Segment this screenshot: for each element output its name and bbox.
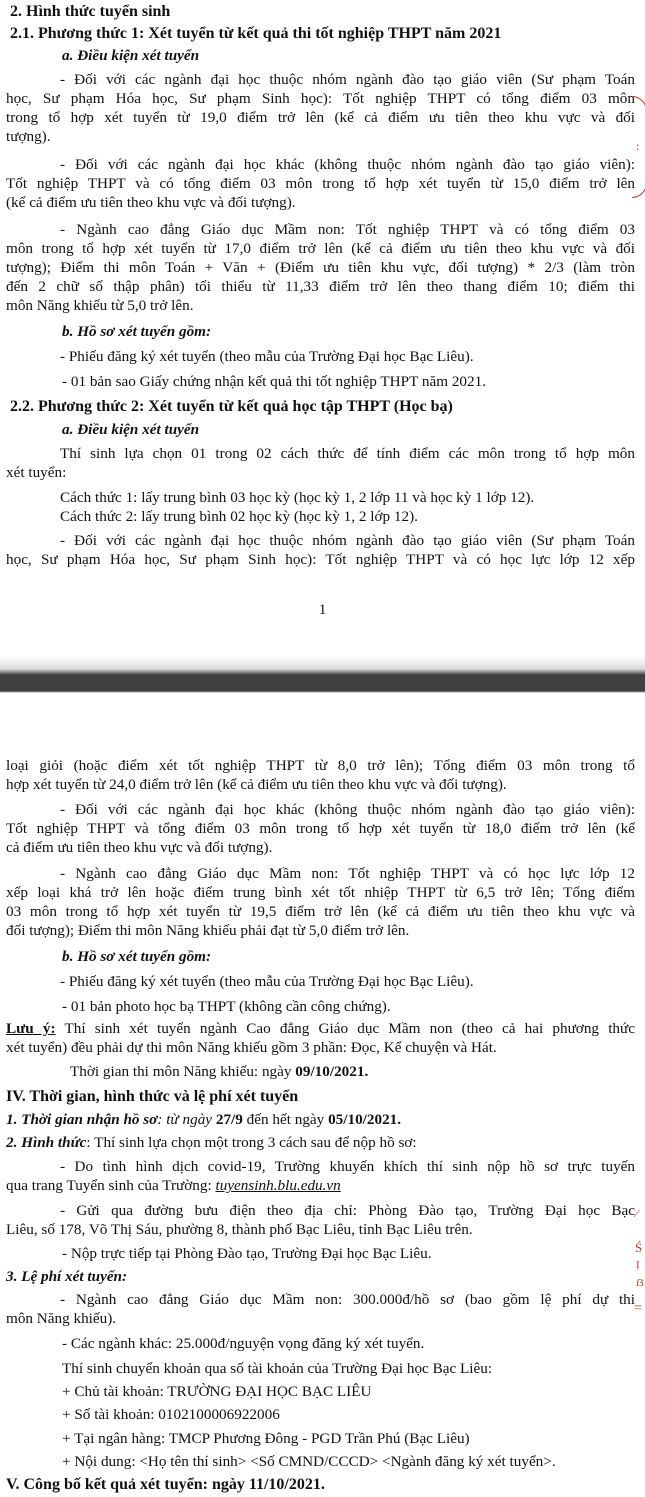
text-line: - Ngành cao đẳng Giáo dục Mầm non: 300.000đ/hồ sơ (bao gồm lệ phí dự thi [60, 1291, 635, 1308]
text-line: cả điểm ưu tiên theo khu vực và đối tượng). [6, 839, 273, 856]
text-line: Cách thức 1: lấy trung bình 03 học kỳ (học kỳ 1, 2 lớp 11 và học kỳ 1 lớp 12). [60, 489, 535, 506]
heading-ho-so-1: b. Hồ sơ xét tuyển gồm: [62, 323, 212, 340]
text-line: xét tuyển) đều phải dự thi môn Năng khiếu gồm 3 phần: Đọc, Kể chuyện và Hát. [6, 1039, 497, 1056]
receive-end-date: 05/10/2021. [328, 1111, 402, 1128]
text-line: đến 2 chữ số thập phân) tối thiểu từ 11,33 điểm trở lên theo thang điểm 10; điểm thi [6, 278, 635, 295]
text-line: Thí sinh chuyển khoản qua số tài khoản của Trường Đại học Bạc Liêu: [62, 1360, 493, 1377]
text-line: - Đối với các ngành đại học thuộc nhóm ngành đào tạo giáo viên (Sư phạm Toán [60, 71, 635, 88]
text-line: trong tổ hợp xét tuyển từ 19,0 điểm trở lên (kể cả điểm ưu tiên theo khu vực và đối [6, 109, 635, 126]
text-line: - Gửi qua đường bưu điện theo địa chỉ: Phòng Đào tạo, Trường Đại học Bạc [60, 1202, 635, 1219]
text-line: Tốt nghiệp THPT và tổng điểm 03 môn trong tổ hợp xét tuyển từ 18,0 điểm trở lên (kể [6, 820, 635, 837]
text-line: môn Năng khiếu từ 5,0 trở lên. [6, 297, 194, 314]
form-line: 2. Hình thức: Thí sinh lựa chọn một trong 3 cách sau để nộp hồ sơ: [6, 1134, 417, 1151]
text-line: Tốt nghiệp THPT và có tổng điểm 03 môn trong tổ hợp xét tuyển từ 15,0 điểm trở lên [6, 175, 635, 192]
page-separator [0, 655, 645, 737]
text-line: - Phiếu đăng ký xét tuyển (theo mẫu của Trường Đại học Bạc Liêu). [60, 348, 474, 365]
heading-dieu-kien-1: a. Điều kiện xét tuyển [62, 47, 200, 64]
heading-le-phi: 3. Lệ phí xét tuyển: [6, 1268, 128, 1285]
text-line: (kể cả điểm ưu tiên theo khu vực và đối tượng). [6, 194, 296, 211]
receive-time-line: 1. Thời gian nhận hồ sơ: từ ngày 27/9 đến hết ngày 05/10/2021. [6, 1111, 402, 1128]
result-date: 11/10/2021. [248, 1476, 325, 1493]
text-line: môn trong tổ hợp xét tuyển từ 17,0 điểm trở lên (kể cả điểm ưu tiên theo khu vực và đối [6, 240, 635, 257]
red-stamp-fragment: = [634, 1301, 642, 1316]
text-line: xét tuyển: [6, 464, 67, 481]
section-heading-iv: IV. Thời gian, hình thức và lệ phí xét tuyển [6, 1088, 299, 1105]
document-page-2 [0, 737, 645, 1497]
account-holder-line: + Chủ tài khoản: TRƯỜNG ĐẠI HỌC BẠC LIÊU [62, 1383, 372, 1400]
text-line: loại giỏi (hoặc điểm xét tốt nghiệp THPT từ 8,0 trở lên); Tổng điểm 03 môn trong tổ [6, 757, 635, 774]
text-line: - 01 bản sao Giấy chứng nhận kết quả thi tốt nghiệp THPT năm 2021. [62, 373, 486, 390]
text-line: - Các ngành khác: 25.000đ/nguyện vọng đăng ký xét tuyển. [62, 1335, 425, 1352]
subsection-heading-2-1: 2.1. Phương thức 1: Xét tuyển từ kết quả thi tốt nghiệp THPT năm 2021 [10, 25, 502, 42]
text-line: đối tượng); Điểm thi môn Năng khiếu phải đạt từ 5,0 điểm trở lên. [6, 922, 410, 939]
exam-date: 09/10/2021. [295, 1063, 369, 1080]
text-line: - Ngành cao đẳng Giáo dục Mầm non: Tốt nghiệp THPT và có tổng điểm 03 [60, 221, 635, 238]
account-number-line: + Số tài khoản: 0102100006922006 [62, 1406, 280, 1423]
heading-ho-so-2: b. Hồ sơ xét tuyển gồm: [62, 948, 212, 965]
exam-time-line: Thời gian thi môn Năng khiếu: ngày 09/10/2021. [70, 1063, 369, 1080]
text-line: học, Sư phạm Hóa học, Sư phạm Sinh học): Tốt nghiệp THPT có tổng điểm 03 môn [6, 90, 635, 107]
red-margin-stamp: : [636, 139, 640, 153]
section-heading-v: V. Công bố kết quả xét tuyển: ngày 11/10/2021. [6, 1476, 325, 1493]
text-line: - Đối với các ngành đại học khác (không thuộc nhóm ngành đào tạo giáo viên): [60, 801, 635, 818]
text-line: - Ngành cao đẳng Giáo dục Mầm non: Tốt nghiệp THPT và có học lực lớp 12 [60, 865, 635, 882]
text-line: môn Năng khiếu). [6, 1310, 117, 1327]
text-line: tượng); Điểm thi môn Toán + Văn + (Điểm ưu tiên khu vực, đối tượng) * 2/3 (làm tròn [6, 259, 635, 276]
text-line: - Nộp trực tiếp tại Phòng Đào tạo, Trường Đại học Bạc Liêu. [62, 1245, 432, 1262]
transfer-content-line: + Nội dung: <Họ tên thí sinh> <Số CMND/CCCD> <Ngành đăng ký xét tuyển>. [62, 1453, 556, 1470]
text-line: - 01 bản photo học bạ THPT (không cần công chứng). [62, 998, 391, 1015]
subsection-heading-2-2: 2.2. Phương thức 2: Xét tuyển từ kết quả học tập THPT (Học bạ) [10, 398, 453, 415]
document-page-1 [0, 0, 645, 655]
red-stamp-fragment: Ś [635, 1240, 643, 1255]
red-stamp-fragment: ẞ [636, 1277, 644, 1289]
text-line: Cách thức 2: lấy trung bình 02 học kỳ (học kỳ 1, 2 lớp 12). [60, 508, 418, 525]
bank-line: + Tại ngân hàng: TMCP Phương Đông - PGD Trần Phú (Bạc Liêu) [62, 1430, 470, 1447]
text-line: - Đối với các ngành đại học khác (không thuộc nhóm ngành đào tạo giáo viên): [60, 156, 635, 173]
text-line: hợp xét tuyển từ 24,0 điểm trở lên (kể cả điểm ưu tiên theo khu vực và đối tượng). [6, 776, 507, 793]
note-line: Lưu ý: Thí sinh xét tuyển ngành Cao đẳng Giáo dục Mầm non (theo cả hai phương thức [6, 1020, 635, 1037]
text-line: - Do tình hình dịch covid-19, Trường khuyến khích thí sinh nộp hồ sơ trực tuyến [60, 1158, 635, 1175]
text-line: - Phiếu đăng ký xét tuyển (theo mẫu của Trường Đại học Bạc Liêu). [60, 973, 474, 990]
text-line: Thí sinh lựa chọn 01 trong 02 cách thức để tính điểm các môn trong tổ hợp môn [60, 445, 635, 462]
receive-start-date: 27/9 [215, 1111, 243, 1128]
text-line: Liêu, số 178, Võ Thị Sáu, phường 8, thành phố Bạc Liêu, tỉnh Bạc Liêu trên. [6, 1221, 473, 1238]
red-stamp-fragment: ⁄ [636, 1206, 639, 1220]
text-line: - Đối với các ngành đại học thuộc nhóm ngành đào tạo giáo viên (Sư phạm Toán [60, 532, 635, 549]
website-line: qua trang Tuyển sinh của Trường: tuyensinh.blu.edu.vn [6, 1177, 341, 1194]
heading-dieu-kien-2: a. Điều kiện xét tuyển [62, 421, 200, 438]
text-line: tượng). [6, 128, 51, 145]
red-stamp-fragment: Ị [636, 1259, 640, 1271]
website-link[interactable]: tuyensinh.blu.edu.vn [215, 1177, 341, 1194]
text-line: 03 môn trong tổ hợp xét tuyển từ 19,5 điểm trở lên (kể cả điểm ưu tiên theo khu vực và [6, 903, 635, 920]
section-heading-2: 2. Hình thức tuyển sinh [10, 3, 171, 20]
text-line: xếp loại khá trở lên hoặc điểm trung bình xét tốt nhiệp THPT từ 6,5 trở lên; Tổng điểm [6, 884, 635, 901]
page-number: 1 [318, 601, 327, 618]
note-label: Lưu ý: [6, 1020, 56, 1037]
text-line: học, Sư phạm Hóa học, Sư phạm Sinh học): Tốt nghiệp THPT và có học lực lớp 12 xếp [6, 551, 635, 568]
